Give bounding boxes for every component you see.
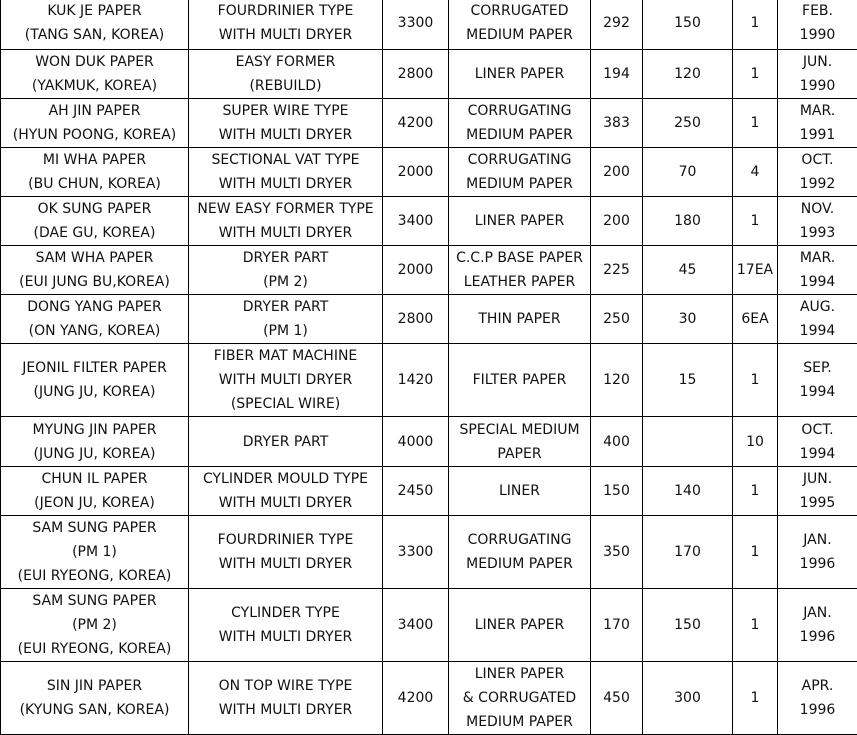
table-row bbox=[1, 197, 857, 246]
capacity-cell: 120 bbox=[643, 50, 733, 99]
width-cell: 2000 bbox=[383, 246, 449, 295]
table-row bbox=[1, 662, 857, 735]
width-cell: 2800 bbox=[383, 50, 449, 99]
capacity-cell: 150 bbox=[643, 589, 733, 662]
product-cell: CORRUGATED MEDIUM PAPER bbox=[449, 0, 591, 50]
machine-type-cell: SUPER WIRE TYPE WITH MULTI DRYER bbox=[189, 99, 383, 148]
product-cell: SPECIAL MEDIUM PAPER bbox=[449, 417, 591, 467]
width-cell: 3400 bbox=[383, 197, 449, 246]
date-cell: MAR. 1994 bbox=[778, 246, 857, 295]
capacity-cell: 180 bbox=[643, 197, 733, 246]
quantity-cell: 1 bbox=[733, 99, 778, 148]
date-cell: SEP. 1994 bbox=[778, 344, 857, 417]
capacity-cell: 70 bbox=[643, 148, 733, 197]
table-row bbox=[1, 50, 857, 99]
date-cell: FEB. 1990 bbox=[778, 0, 857, 50]
speed-cell: 200 bbox=[591, 148, 643, 197]
table-row bbox=[1, 148, 857, 197]
product-cell: LINER PAPER bbox=[449, 589, 591, 662]
machine-type-cell: DRYER PART (PM 2) bbox=[189, 246, 383, 295]
width-cell: 3300 bbox=[383, 0, 449, 50]
product-cell: LINER PAPER bbox=[449, 50, 591, 99]
quantity-cell: 17EA bbox=[733, 246, 778, 295]
product-cell: LINER bbox=[449, 467, 591, 516]
speed-cell: 200 bbox=[591, 197, 643, 246]
speed-cell: 292 bbox=[591, 0, 643, 50]
product-cell: FILTER PAPER bbox=[449, 344, 591, 417]
company-cell: OK SUNG PAPER (DAE GU, KOREA) bbox=[1, 197, 189, 246]
width-cell: 3400 bbox=[383, 589, 449, 662]
speed-cell: 450 bbox=[591, 662, 643, 735]
company-cell: DONG YANG PAPER (ON YANG, KOREA) bbox=[1, 295, 189, 344]
company-cell: SAM SUNG PAPER (PM 2) (EUI RYEONG, KOREA) bbox=[1, 589, 189, 662]
table-row bbox=[1, 589, 857, 662]
product-cell: LINER PAPER & CORRUGATED MEDIUM PAPER bbox=[449, 662, 591, 735]
capacity-cell: 300 bbox=[643, 662, 733, 735]
company-cell: SAM WHA PAPER (EUI JUNG BU,KOREA) bbox=[1, 246, 189, 295]
speed-cell: 225 bbox=[591, 246, 643, 295]
quantity-cell: 1 bbox=[733, 662, 778, 735]
product-cell: THIN PAPER bbox=[449, 295, 591, 344]
width-cell: 3300 bbox=[383, 516, 449, 589]
capacity-cell: 15 bbox=[643, 344, 733, 417]
product-cell: CORRUGATING MEDIUM PAPER bbox=[449, 516, 591, 589]
table-row bbox=[1, 295, 857, 344]
date-cell: NOV. 1993 bbox=[778, 197, 857, 246]
table-row bbox=[1, 99, 857, 148]
table-row bbox=[1, 344, 857, 417]
machine-type-cell: NEW EASY FORMER TYPE WITH MULTI DRYER bbox=[189, 197, 383, 246]
quantity-cell: 1 bbox=[733, 467, 778, 516]
date-cell: JUN. 1990 bbox=[778, 50, 857, 99]
capacity-cell: 170 bbox=[643, 516, 733, 589]
table-row bbox=[1, 246, 857, 295]
quantity-cell: 1 bbox=[733, 344, 778, 417]
date-cell: JAN. 1996 bbox=[778, 516, 857, 589]
quantity-cell: 1 bbox=[733, 516, 778, 589]
speed-cell: 170 bbox=[591, 589, 643, 662]
company-cell: MYUNG JIN PAPER (JUNG JU, KOREA) bbox=[1, 417, 189, 467]
date-cell: APR. 1996 bbox=[778, 662, 857, 735]
machine-type-cell: EASY FORMER (REBUILD) bbox=[189, 50, 383, 99]
company-cell: MI WHA PAPER (BU CHUN, KOREA) bbox=[1, 148, 189, 197]
speed-cell: 350 bbox=[591, 516, 643, 589]
capacity-cell bbox=[643, 417, 733, 467]
company-cell: KUK JE PAPER (TANG SAN, KOREA) bbox=[1, 0, 189, 50]
speed-cell: 194 bbox=[591, 50, 643, 99]
product-cell: LINER PAPER bbox=[449, 197, 591, 246]
width-cell: 2800 bbox=[383, 295, 449, 344]
width-cell: 2450 bbox=[383, 467, 449, 516]
quantity-cell: 1 bbox=[733, 197, 778, 246]
speed-cell: 120 bbox=[591, 344, 643, 417]
company-cell: AH JIN PAPER (HYUN POONG, KOREA) bbox=[1, 99, 189, 148]
capacity-cell: 45 bbox=[643, 246, 733, 295]
quantity-cell: 1 bbox=[733, 0, 778, 50]
product-cell: C.C.P BASE PAPER LEATHER PAPER bbox=[449, 246, 591, 295]
capacity-cell: 140 bbox=[643, 467, 733, 516]
table-row bbox=[1, 467, 857, 516]
quantity-cell: 1 bbox=[733, 50, 778, 99]
width-cell: 4200 bbox=[383, 99, 449, 148]
table-row bbox=[1, 516, 857, 589]
machine-type-cell: FOURDRINIER TYPE WITH MULTI DRYER bbox=[189, 516, 383, 589]
machine-type-cell: FOURDRINIER TYPE WITH MULTI DRYER bbox=[189, 0, 383, 50]
table-row bbox=[1, 0, 857, 50]
capacity-cell: 150 bbox=[643, 0, 733, 50]
product-cell: CORRUGATING MEDIUM PAPER bbox=[449, 148, 591, 197]
speed-cell: 250 bbox=[591, 295, 643, 344]
company-cell: SIN JIN PAPER (KYUNG SAN, KOREA) bbox=[1, 662, 189, 735]
table-row bbox=[1, 417, 857, 467]
date-cell: AUG. 1994 bbox=[778, 295, 857, 344]
width-cell: 1420 bbox=[383, 344, 449, 417]
width-cell: 2000 bbox=[383, 148, 449, 197]
company-cell: CHUN IL PAPER (JEON JU, KOREA) bbox=[1, 467, 189, 516]
machine-type-cell: SECTIONAL VAT TYPE WITH MULTI DRYER bbox=[189, 148, 383, 197]
machine-type-cell: DRYER PART bbox=[189, 417, 383, 467]
quantity-cell: 6EA bbox=[733, 295, 778, 344]
speed-cell: 383 bbox=[591, 99, 643, 148]
quantity-cell: 1 bbox=[733, 589, 778, 662]
date-cell: OCT. 1994 bbox=[778, 417, 857, 467]
date-cell: MAR. 1991 bbox=[778, 99, 857, 148]
capacity-cell: 30 bbox=[643, 295, 733, 344]
date-cell: JUN. 1995 bbox=[778, 467, 857, 516]
width-cell: 4200 bbox=[383, 662, 449, 735]
machine-type-cell: DRYER PART (PM 1) bbox=[189, 295, 383, 344]
company-cell: SAM SUNG PAPER (PM 1) (EUI RYEONG, KOREA) bbox=[1, 516, 189, 589]
machine-type-cell: CYLINDER TYPE WITH MULTI DRYER bbox=[189, 589, 383, 662]
capacity-cell: 250 bbox=[643, 99, 733, 148]
machine-type-cell: FIBER MAT MACHINE WITH MULTI DRYER (SPECIAL WIRE) bbox=[189, 344, 383, 417]
date-cell: OCT. 1992 bbox=[778, 148, 857, 197]
quantity-cell: 4 bbox=[733, 148, 778, 197]
machine-type-cell: ON TOP WIRE TYPE WITH MULTI DRYER bbox=[189, 662, 383, 735]
date-cell: JAN. 1996 bbox=[778, 589, 857, 662]
company-cell: WON DUK PAPER (YAKMUK, KOREA) bbox=[1, 50, 189, 99]
speed-cell: 150 bbox=[591, 467, 643, 516]
quantity-cell: 10 bbox=[733, 417, 778, 467]
product-cell: CORRUGATING MEDIUM PAPER bbox=[449, 99, 591, 148]
company-cell: JEONIL FILTER PAPER (JUNG JU, KOREA) bbox=[1, 344, 189, 417]
width-cell: 4000 bbox=[383, 417, 449, 467]
speed-cell: 400 bbox=[591, 417, 643, 467]
machine-type-cell: CYLINDER MOULD TYPE WITH MULTI DRYER bbox=[189, 467, 383, 516]
